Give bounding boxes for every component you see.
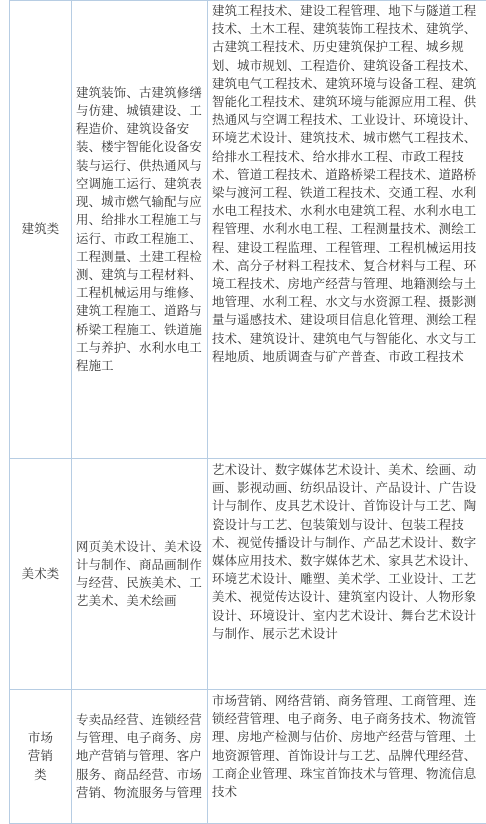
table-row <box>10 1 486 459</box>
category-cell <box>10 690 72 824</box>
college-majors-cell: 市场营销、网络营销、商务管理、工商管理、连锁经营管理、电子商务、电子商务技术、物流管理、房地产检测与估价、房地产经营与管理、土地资源管理、首饰设计与工艺、品牌代理经营、工商企业管理、珠宝首饰技术与管理、物流信息技术 <box>208 690 486 824</box>
college-majors-cell: 艺术设计、数字媒体艺术设计、美术、绘画、动画、影视动画、纺织品设计、产品设计、广告设计与制作、皮具艺术设计、首饰设计与工艺、陶瓷设计与工艺、包装策划与设计、包装工程技术、视觉传播设计与制作、产品艺术设计、数字媒体应用技术、数字媒体艺术、家具艺术设计、环境艺术设计、雕塑、美术学、工业设计、工艺美术、视觉传达设计、建筑室内设计、人物形象设计、环境设计、室内艺术设计、舞台艺术设计与制作、展示艺术设计 <box>208 459 486 690</box>
undergrad-majors-cell: 专卖品经营、连锁经营与管理、电子商务、房地产营销与管理、客户服务、商品经营、市场营销、物流服务与管理 <box>72 690 208 824</box>
category-cell <box>10 459 72 690</box>
category-label: 市场营销类 <box>23 729 59 784</box>
college-majors-cell: 建筑工程技术、建设工程管理、地下与隧道工程技术、土木工程、建筑装饰工程技术、建筑学、古建筑工程技术、历史建筑保护工程、城乡规划、城市规划、工程造价、建筑设备工程技术、建筑电气工程技术、建筑环境与设备工程、建筑智能化工程技术、建筑环境与能源应用工程、供热通风与空调工程技术、工业设计、环境设计、环境艺术设计、建筑技术、城市燃气工程技术、给排水工程技术、给水排水工程、市政工程技术、管道工程技术、道路桥梁工程技术、道路桥梁与渡河工程、铁道工程技术、交通工程、水利水电工程技术、水利水电建筑工程、水利水电工程管理、水利水电工程、工程测量技术、测绘工程、建设工程监理、工程管理、工程机械运用技术、高分子材料工程技术、复合材料与工程、环境工程技术、房地产经营与管理、地籍测绘与土地管理、水利工程、水文与水资源工程、摄影测量与遥感技术、建设项目信息化管理、测绘工程技术、建筑设计、建筑电气与智能化、水文与工程地质、地质调查与矿产普查、市政工程技术 <box>208 1 486 459</box>
category-label: 美术类 <box>22 565 60 583</box>
undergrad-majors-cell: 建筑装饰、古建筑修缮与仿建、城镇建设、工程造价、建筑设备安装、楼宇智能化设备安装与运行、供热通风与空调施工运行、建筑表现、城市燃气输配与应用、给排水工程施工与运行、市政工程施工、工程测量、土建工程检测、建筑与工程材料、工程机械运用与维修、建筑工程施工、道路与桥梁工程施工、铁道施工与养护、水利水电工程施工 <box>72 1 208 459</box>
category-label: 建筑类 <box>22 220 60 238</box>
undergrad-majors-cell: 网页美术设计、美术设计与制作、商品画制作与经营、民族美术、工艺美术、美术绘画 <box>72 459 208 690</box>
major-table <box>9 0 486 824</box>
table-row <box>10 690 486 824</box>
table-row <box>10 459 486 690</box>
category-cell <box>10 1 72 459</box>
